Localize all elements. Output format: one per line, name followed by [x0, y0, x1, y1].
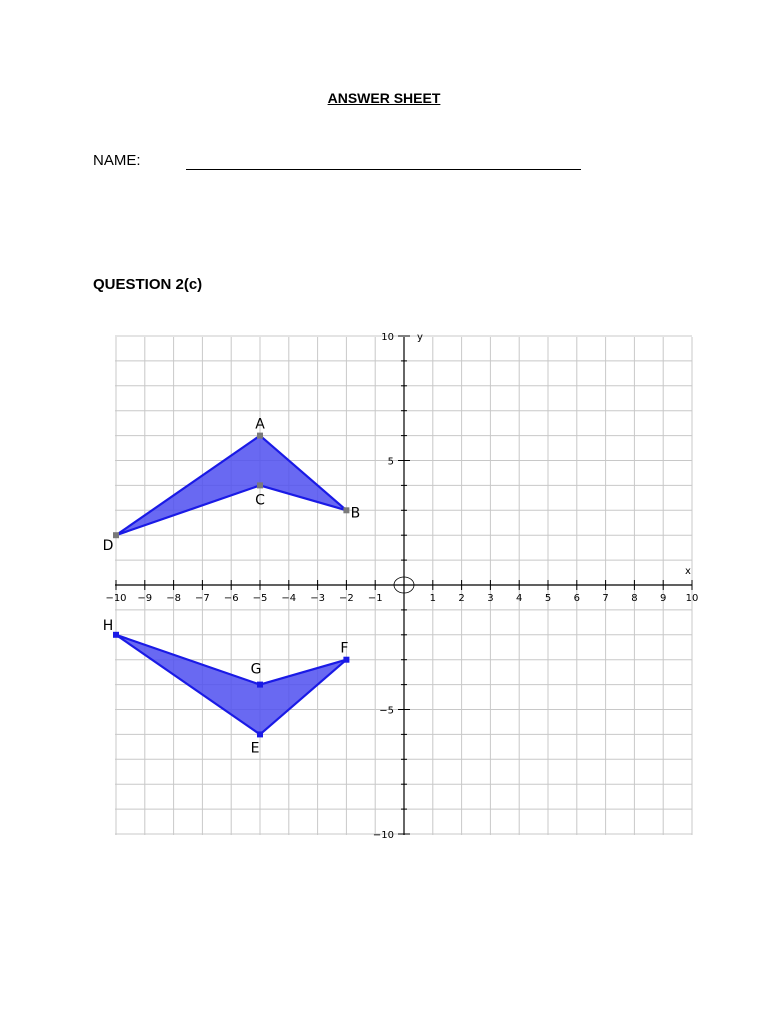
y-tick-label: −10: [372, 830, 394, 841]
point-label-g: G: [250, 661, 262, 678]
x-tick-label: 9: [660, 593, 667, 604]
vertex-f: [343, 657, 349, 663]
x-tick-label: −9: [137, 593, 153, 604]
x-tick-label: −8: [166, 593, 181, 604]
x-tick-label: −3: [310, 593, 325, 604]
vertex-c: [257, 482, 263, 488]
x-axis-label: x: [685, 566, 691, 577]
x-tick-label: 1: [429, 593, 436, 604]
point-label-f: F: [340, 640, 349, 657]
point-label-b: B: [350, 505, 361, 522]
x-tick-label: −10: [105, 593, 127, 604]
vertex-d: [113, 532, 119, 538]
x-tick-label: −6: [223, 593, 239, 604]
x-tick-label: 7: [602, 593, 609, 604]
y-tick-label: 5: [387, 456, 394, 468]
point-label-h: H: [102, 617, 114, 634]
vertex-e: [257, 731, 263, 737]
x-tick-label: 6: [573, 593, 580, 604]
x-tick-label: 2: [458, 593, 465, 604]
x-tick-label: 8: [631, 593, 638, 604]
y-axis-label: y: [417, 332, 423, 343]
point-label-d: D: [102, 538, 114, 555]
x-tick-label: 5: [544, 593, 552, 604]
vertex-b: [343, 507, 349, 513]
point-label-c: C: [255, 492, 265, 509]
name-label: NAME:: [93, 152, 141, 169]
x-tick-label: 4: [516, 593, 523, 604]
vertex-g: [257, 682, 263, 688]
x-tick-label: −1: [367, 593, 383, 604]
point-label-a: A: [255, 416, 265, 433]
labels: [103, 332, 699, 841]
y-tick-label: −5: [379, 705, 394, 717]
page-title: ANSWER SHEET: [327, 90, 441, 106]
x-tick-label: 3: [487, 593, 494, 604]
x-tick-label: −4: [281, 593, 297, 604]
point-label-e: E: [250, 740, 260, 757]
x-tick-label: −2: [339, 593, 354, 604]
y-tick-label: 10: [381, 332, 394, 343]
vertex-a: [257, 433, 263, 439]
x-tick-label: −7: [195, 593, 210, 604]
x-tick-label: −5: [252, 593, 268, 604]
vertex-h: [113, 632, 119, 638]
question-heading: QUESTION 2(c): [93, 276, 203, 293]
x-tick-label: 10: [685, 593, 699, 604]
